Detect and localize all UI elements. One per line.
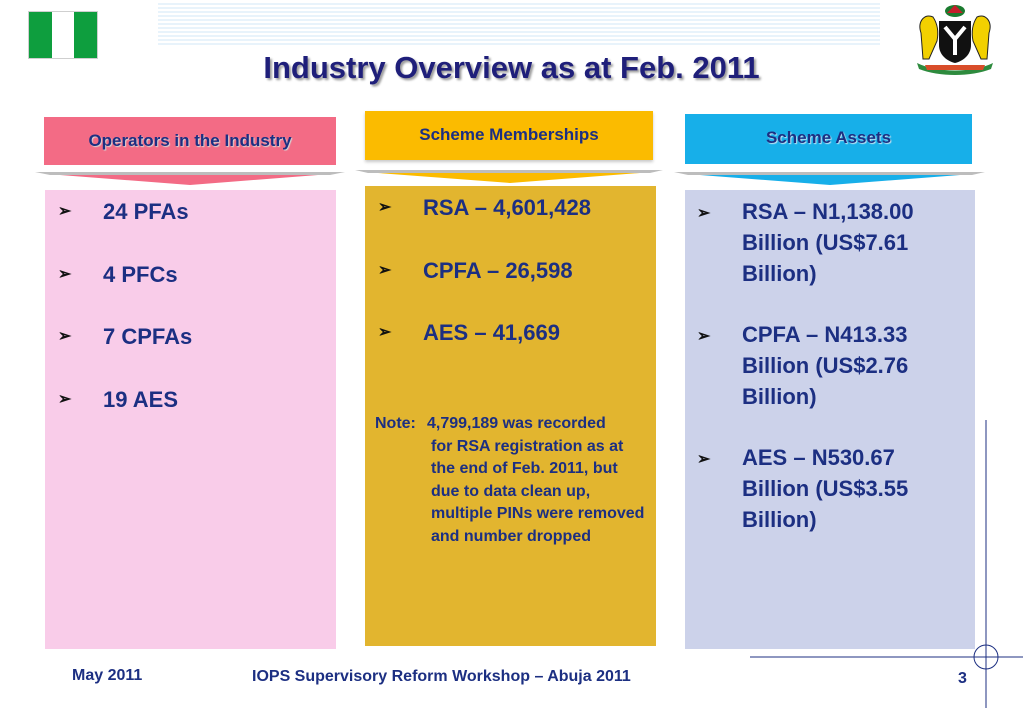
memberships-list <box>378 195 648 383</box>
page-title: Industry Overview as at Feb. 2011 <box>263 50 760 85</box>
operators-pointer <box>60 175 318 185</box>
note-label: Note: <box>375 415 416 432</box>
list-item: ➢ 7 CPFAs <box>58 324 193 349</box>
footer-event: IOPS Supervisory Reform Workshop – Abuja 2011 <box>252 668 631 685</box>
operators-rail <box>35 172 345 175</box>
assets-rail <box>674 172 985 175</box>
arrow-bullet-icon: ➢ <box>378 261 392 279</box>
note-first-line: 4,799,189 was recorded <box>427 415 606 432</box>
scheme-pointer <box>378 173 640 183</box>
footer-date: May 2011 <box>72 667 143 684</box>
arrow-bullet-icon: ➢ <box>697 451 711 468</box>
list-item: ➢ CPFA – N413.33 Billion (US$2.76 Billion) <box>697 322 909 409</box>
list-item: ➢ 4 PFCs <box>58 261 178 287</box>
decorative-crosshair <box>750 420 1023 708</box>
list-item: ➢ CPFA – 26,598 <box>378 257 573 283</box>
page-number: 3 <box>958 670 967 687</box>
assets-pointer <box>700 175 960 185</box>
list-item: ➢ RSA – 4,601,428 <box>378 195 591 220</box>
arrow-bullet-icon: ➢ <box>378 199 392 216</box>
arrow-bullet-icon: ➢ <box>58 265 72 283</box>
list-item: ➢ 19 AES <box>58 386 179 412</box>
list-item: ➢ AES – 41,669 <box>378 320 560 345</box>
list-item: ➢ 24 PFAs <box>58 199 189 224</box>
arrow-bullet-icon: ➢ <box>58 203 72 220</box>
arrow-bullet-icon: ➢ <box>697 205 711 222</box>
memberships-note <box>375 413 650 548</box>
operators-header: Operators in the Industry <box>44 117 336 165</box>
memberships-header: Scheme Memberships <box>365 111 653 160</box>
arrow-bullet-icon: ➢ <box>58 328 72 345</box>
scheme-rail <box>355 170 663 173</box>
list-item: ➢ RSA – N1,138.00 Billion (US$7.61 Billion) <box>697 199 914 286</box>
header-band <box>158 3 880 45</box>
list-item: ➢ AES – N530.67 Billion (US$3.55 Billion) <box>697 445 909 532</box>
arrow-bullet-icon: ➢ <box>378 324 392 341</box>
assets-header: Scheme Assets <box>685 114 972 164</box>
note-body: for RSA registration as at the end of Feb. 2011, but due to data clean up, multiple PINs were removed and number dropped <box>431 437 645 545</box>
arrow-bullet-icon: ➢ <box>697 328 711 345</box>
arrow-bullet-icon: ➢ <box>58 390 72 408</box>
operators-list <box>58 199 328 449</box>
